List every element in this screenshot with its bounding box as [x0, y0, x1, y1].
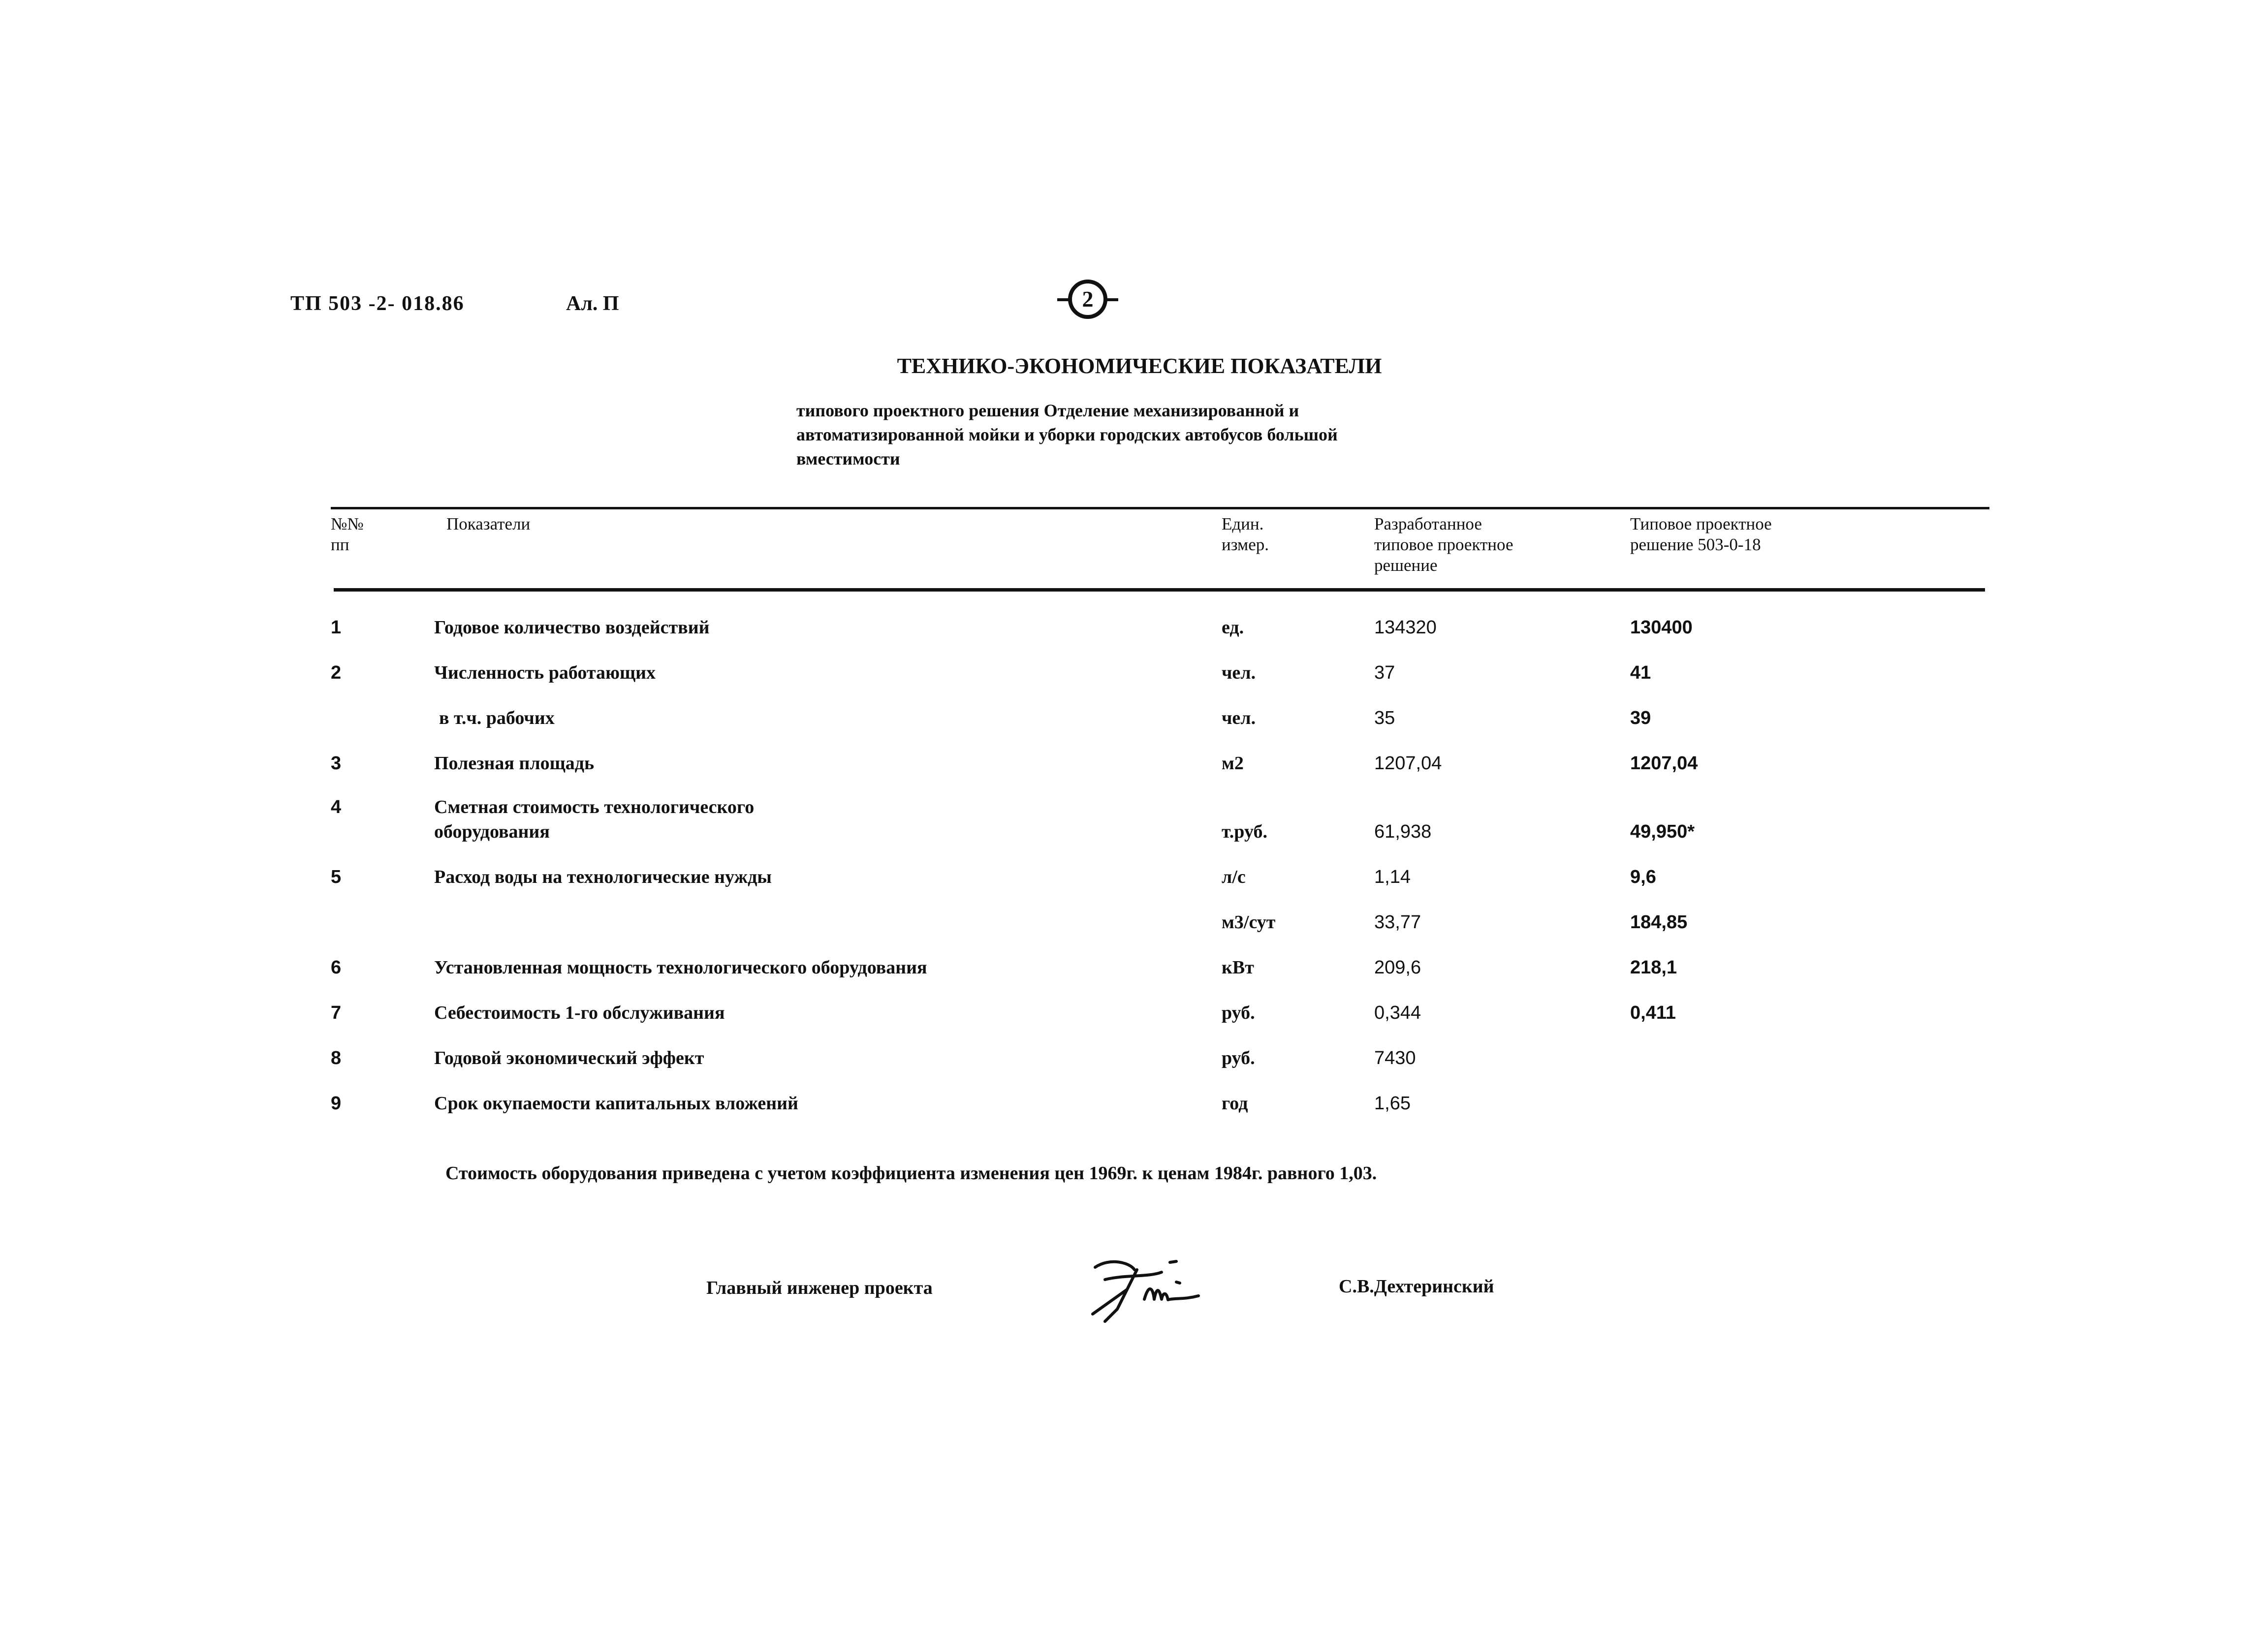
row-indicator: Срок окупаемости капитальных вложений: [434, 1093, 798, 1114]
table-row: [331, 741, 1989, 776]
document-title: ТЕХНИКО-ЭКОНОМИЧЕСКИЕ ПОКАЗАТЕЛИ: [897, 354, 1382, 378]
table-row: [331, 696, 1989, 730]
row-indicator: Установленная мощность технологического оборудования: [434, 957, 927, 978]
row-indicator: Численность работающих: [434, 662, 656, 683]
row-number: 3: [331, 753, 342, 774]
signature-position: Главный инженер проекта: [706, 1278, 933, 1298]
row-indicator: в т.ч. рабочих: [439, 708, 555, 728]
document-code: ТП 503 -2- 018.86: [290, 292, 465, 315]
row-indicator: Годовой экономический эффект: [434, 1048, 704, 1068]
row-typical-value: 0,411: [1630, 1002, 1676, 1023]
row-developed-value: 33,77: [1374, 912, 1421, 933]
row-developed-value: 0,344: [1374, 1002, 1421, 1023]
page-number: 2: [1068, 280, 1107, 319]
column-header-indicator: Показатели: [446, 514, 531, 533]
row-number: 8: [331, 1048, 342, 1068]
signatory-name: С.В.Дехтеринский: [1339, 1276, 1494, 1297]
row-developed-value: 1,14: [1374, 867, 1411, 887]
row-number: 5: [331, 867, 342, 887]
row-unit: м3/сут: [1222, 912, 1276, 933]
row-number: 6: [331, 957, 342, 978]
row-number: 9: [331, 1093, 342, 1114]
table-row: [331, 1036, 1989, 1070]
row-unit: чел.: [1222, 708, 1256, 728]
row-unit: м2: [1222, 753, 1244, 774]
price-note: Стоимость оборудования приведена с учетом коэффициента изменения цен 1969г. к ценам 1984г. равного 1,03.: [445, 1163, 1377, 1184]
column-header-num: №№ пп: [331, 514, 364, 554]
row-unit: т.руб.: [1222, 821, 1267, 842]
row-developed-value: 7430: [1374, 1048, 1416, 1068]
document-subtitle: типового проектного решения Отделение механизированной и автоматизированной мойки и уборки городских автобусов большой вместимости: [796, 401, 1338, 469]
row-developed-value: 37: [1374, 662, 1395, 683]
row-typical-value: 49,950*: [1630, 821, 1695, 842]
row-number: 4: [331, 797, 342, 817]
row-typical-value: 1207,04: [1630, 753, 1698, 774]
row-typical-value: 39: [1630, 708, 1651, 728]
row-typical-value: 9,6: [1630, 867, 1656, 887]
row-unit: ед.: [1222, 617, 1244, 638]
row-developed-value: 1207,04: [1374, 753, 1442, 774]
row-indicator: Себестоимость 1-го обслуживания: [434, 1002, 725, 1023]
table-row: [331, 945, 1989, 980]
column-header-developed: Разработанное типовое проектное решение: [1374, 514, 1513, 575]
row-typical-value: 184,85: [1630, 912, 1688, 933]
row-number: 1: [331, 617, 342, 638]
row-number: 7: [331, 1002, 342, 1023]
row-unit: чел.: [1222, 662, 1256, 683]
table-top-rule: [331, 507, 1989, 509]
row-indicator: Годовое количество воздействий: [434, 617, 710, 638]
row-developed-value: 1,65: [1374, 1093, 1411, 1114]
table-row: [331, 651, 1989, 685]
row-developed-value: 35: [1374, 708, 1395, 728]
table-row: [331, 1081, 1989, 1116]
row-typical-value: 130400: [1630, 617, 1693, 638]
handwritten-signature: [1075, 1253, 1208, 1326]
column-header-typical: Типовое проектное решение 503-0-18: [1630, 514, 1772, 554]
row-developed-value: 134320: [1374, 617, 1437, 638]
table-row: [331, 797, 1989, 844]
row-typical-value: 218,1: [1630, 957, 1677, 978]
row-unit: год: [1222, 1093, 1248, 1114]
column-header-unit: Един. измер.: [1222, 514, 1269, 554]
row-indicator: Расход воды на технологические нужды: [434, 867, 772, 887]
row-unit: руб.: [1222, 1048, 1255, 1068]
row-typical-value: 41: [1630, 662, 1651, 683]
row-unit: л/с: [1222, 867, 1246, 887]
row-unit: руб.: [1222, 1002, 1255, 1023]
row-indicator: Полезная площадь: [434, 753, 595, 774]
table-row: [331, 855, 1989, 889]
table-header-rule: [334, 588, 1985, 592]
row-indicator: Сметная стоимость технологического оборудования: [434, 797, 755, 842]
row-developed-value: 61,938: [1374, 821, 1432, 842]
row-unit: кВт: [1222, 957, 1254, 978]
row-developed-value: 209,6: [1374, 957, 1421, 978]
table-row: [331, 900, 1989, 935]
table-row: [331, 991, 1989, 1025]
row-number: 2: [331, 662, 342, 683]
table-row: [331, 605, 1989, 640]
sheet-label: Ал. П: [566, 292, 619, 315]
